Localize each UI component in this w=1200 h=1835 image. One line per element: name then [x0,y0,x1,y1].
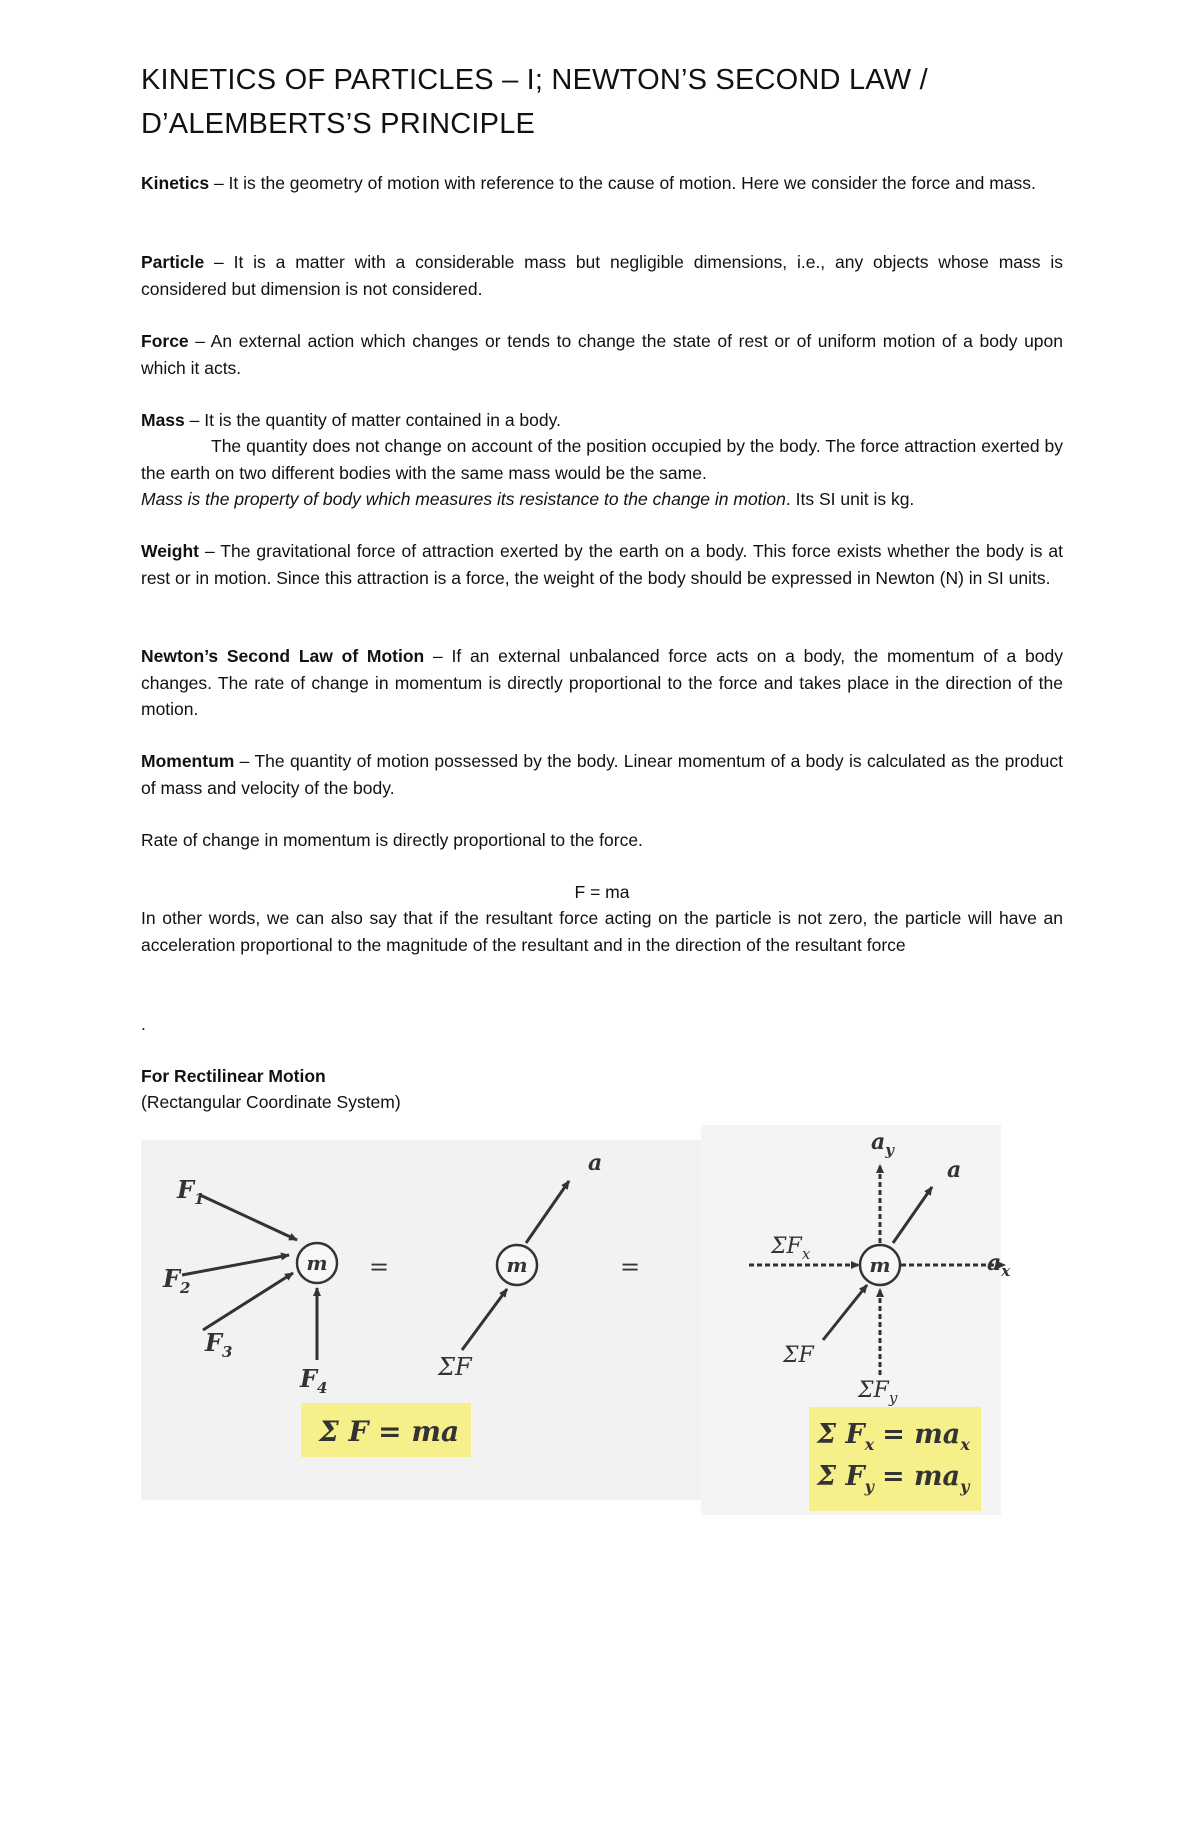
f1-subscript: 1 [194,1190,205,1208]
formula-fy-lhs: Σ F [817,1461,865,1492]
momentum-text: – The quantity of motion possessed by the body. Linear momentum of a body is calculated as the product of mass and velocity of the body. [141,751,1063,798]
acceleration-label-right: a [947,1157,962,1183]
formula-sum-fx [816,1419,970,1454]
mass-definition [141,407,1063,434]
acceleration-label-mid: a [588,1150,603,1176]
ay-subscript: y [885,1141,894,1159]
title-line-1: KINETICS OF PARTICLES – I; NEWTON’S SECOND LAW / [141,64,928,96]
formula-fx-lhs: Σ F [817,1419,865,1450]
formula-sum-fy [816,1461,971,1496]
weight-text: – The gravitational force of attraction exerted by the earth on a body. This force exists whether the body is at rest or in motion. Since this attraction is a force, the weight of the body should be expressed in Newton (N) in SI units. [141,541,1063,588]
ax-letter: a [987,1250,1002,1276]
mass-unit: . Its SI unit is kg. [785,489,915,509]
newton-text: – If an external unbalanced force acts on a body, the momentum of a body changes. The rate of change in momentum is directly proportional to the force and takes place in the direction of the motion. [141,646,1063,719]
formula-fx-rhs-sub: x [960,1435,970,1454]
particle-definition [141,249,1063,302]
formula-fy-lhs-sub: y [864,1477,874,1496]
formula-fy-rhs-sub: y [960,1477,970,1496]
equals-sign-1: = [368,1253,390,1281]
sum-force-label-mid: ΣF [438,1353,472,1381]
rectilinear-heading [141,1063,1063,1090]
rectilinear-heading-text: For Rectilinear Motion [141,1066,326,1086]
force-term: Force [141,331,189,351]
kinetics-text: – It is the geometry of motion with reference to the cause of motion. Here we consider the force and mass. [209,173,1036,193]
kinetics-definition [141,170,1063,197]
title-line-2: D’ALEMBERTS’S PRINCIPLE [141,108,536,140]
weight-definition [141,538,1063,591]
newton-term: Newton’s Second Law of Motion [141,646,425,666]
rate-statement: Rate of change in momentum is directly proportional to the force. [141,830,643,850]
formula-fx-rhs: = ma [882,1419,961,1450]
mass-label-left: m [306,1251,328,1275]
kinetics-term: Kinetics [141,173,210,193]
sum-fx-letter: ΣF [771,1234,802,1259]
f2-subscript: 2 [180,1279,191,1297]
formula-fy-rhs: = ma [881,1461,961,1492]
f1-letter: F [177,1175,195,1204]
momentum-term: Momentum [141,751,235,771]
f2-letter: F [163,1264,181,1293]
particle-text: – It is a matter with a considerable mass but negligible dimensions, i.e., any objects whose mass is considered but dimension is not considered. [141,252,1063,299]
mass-label-right: m [869,1253,891,1277]
force-definition [141,328,1063,381]
sum-force-label-right: ΣF [783,1343,814,1368]
mass-label-mid: m [506,1253,528,1277]
f4-subscript: 4 [317,1379,328,1397]
mass-paragraph: The quantity does not change on account of the position occupied by the body. The force attraction exerted by the earth on two different bodies with the same mass would be the same. [141,436,1063,483]
f3-subscript: 3 [222,1343,233,1361]
formula-fx-lhs-sub: x [864,1435,875,1454]
particle-term: Particle [141,252,205,272]
ay-letter: a [871,1129,886,1155]
momentum-definition [141,748,1063,801]
sum-fy-subscript: y [888,1389,898,1407]
force-text: – An external action which changes or tends to change the state of rest or of uniform motion of a body upon which it acts. [141,331,1063,378]
ax-label [987,1250,1011,1280]
ax-subscript: x [1001,1262,1011,1280]
f3-letter: F [205,1328,223,1357]
free-body-diagram [141,1125,1011,1515]
mass-text: – It is the quantity of matter contained in a body. [184,410,561,430]
equals-sign-2: = [619,1253,641,1281]
mass-term: Mass [141,410,185,430]
formula-sum-f-ma: Σ F = ma [319,1415,460,1448]
mass-property [141,486,1063,513]
sum-fx-subscript: x [801,1245,811,1263]
equation-f-ma: F = ma [574,882,630,902]
dot-line: . [141,1014,146,1034]
page-title [141,58,1081,146]
weight-term: Weight [141,541,200,561]
resultant-paragraph: In other words, we can also say that if the resultant force acting on the particle is not zero, the particle will have an acceleration proportional to the magnitude of the resultant and in the direction of the resultant force [141,908,1063,955]
rectilinear-subheading: (Rectangular Coordinate System) [141,1092,401,1112]
f4-letter: F [300,1364,318,1393]
sum-fy-letter: ΣF [858,1378,889,1403]
newton-second-law [141,643,1063,723]
mass-property-italic: Mass is the property of body which measures its resistance to the change in motion [141,489,786,509]
